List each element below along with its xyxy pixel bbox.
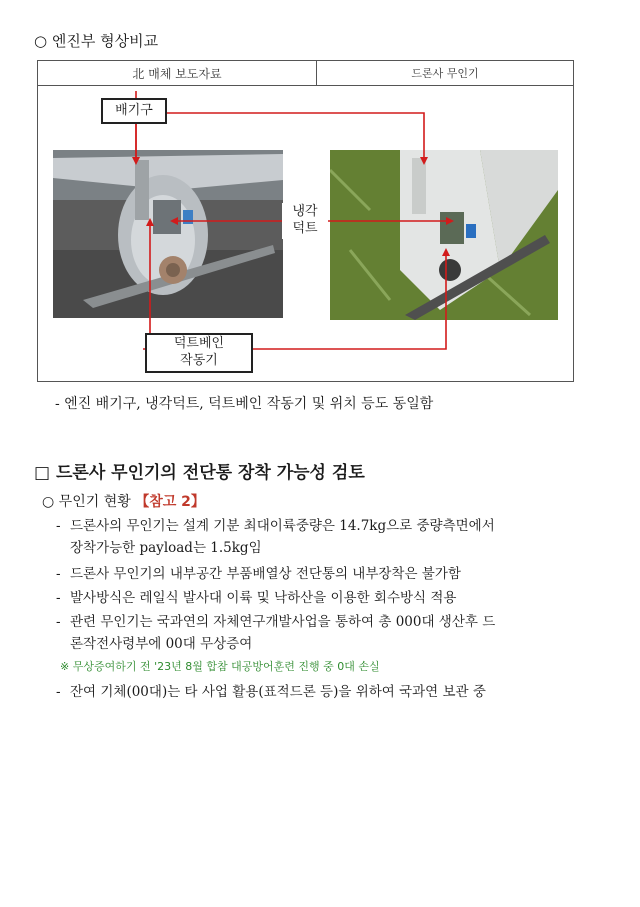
table-header-nk-media: 北 매체 보도자료	[38, 61, 317, 85]
comparison-table	[37, 60, 574, 382]
bullet-internal-space-line1: 드론사 무인기의 내부공간 부품배열상 전단통의 내부장착은 불가함	[70, 566, 461, 582]
reference-tag: 【참고 2】	[135, 494, 205, 510]
bullet-launch-line1: 발사방식은 레일식 발사대 이륙 및 낙하산을 이용한 회수방식 적용	[70, 590, 457, 606]
label-duct-vane-line1: 덕트베인	[173, 336, 225, 351]
bullet-production: - 관련 무인기는 국과연의 자체연구개발사업을 통하여 총 000대 생산후 드 론작전사령부에 00대 무상증여	[56, 611, 596, 655]
label-duct-vane-line2: 작동기	[180, 353, 218, 368]
bullet-remaining-line1: 잔여 기체(00대)는 타 사업 활용(표적드론 등)을 위하여 국과연 보관 중	[70, 684, 486, 700]
engine-note: - 엔진 배기구, 냉각덕트, 덕트베인 작동기 및 위치 등도 동일함	[55, 396, 434, 412]
label-cooling-duct-line1: 냉각	[292, 204, 318, 219]
bullet-internal-space: - 드론사 무인기의 내부공간 부품배열상 전단통의 내부장착은 불가함	[56, 566, 461, 582]
label-cooling-duct	[282, 203, 328, 239]
loss-note: ※ 무상증여하기 전 '23년 8월 합참 대공방어훈련 진행 중 0대 손실	[60, 660, 380, 673]
label-duct-vane-actuator	[145, 333, 253, 373]
section-heading-engine: ○ 엔진부 형상비교	[34, 32, 159, 50]
bullet-payload-line1: 드론사의 무인기는 설계 기분 최대이륙중량은 14.7kg으로 중량측면에서	[70, 518, 495, 534]
bullet-payload-line2: 장착가능한 payload는 1.5kg임	[70, 540, 262, 556]
table-header-drone-command: 드론사 무인기	[411, 67, 479, 80]
label-exhaust: 배기구	[101, 98, 167, 124]
bullet-remaining: - 잔여 기체(00대)는 타 사업 활용(표적드론 등)을 위하여 국과연 보관 중	[56, 684, 486, 700]
bullet-payload: - 드론사의 무인기는 설계 기분 최대이륙중량은 14.7kg으로 중량측면에서 장착가능한 payload는 1.5kg임	[56, 515, 596, 559]
section-heading-dispenser: □ 드론사 무인기의 전단통 장착 가능성 검토	[34, 463, 365, 483]
bullet-launch-method: - 발사방식은 레일식 발사대 이륙 및 낙하산을 이용한 회수방식 적용	[56, 590, 457, 606]
subsection-title: ○ 무인기 현황	[42, 494, 131, 510]
subsection-uav-status	[42, 491, 205, 511]
label-cooling-duct-line2: 덕트	[292, 221, 318, 236]
bullet-production-line2: 론작전사령부에 00대 무상증여	[70, 636, 253, 652]
bullet-production-line1: 관련 무인기는 국과연의 자체연구개발사업을 통하여 총 000대 생산후 드	[70, 614, 496, 630]
